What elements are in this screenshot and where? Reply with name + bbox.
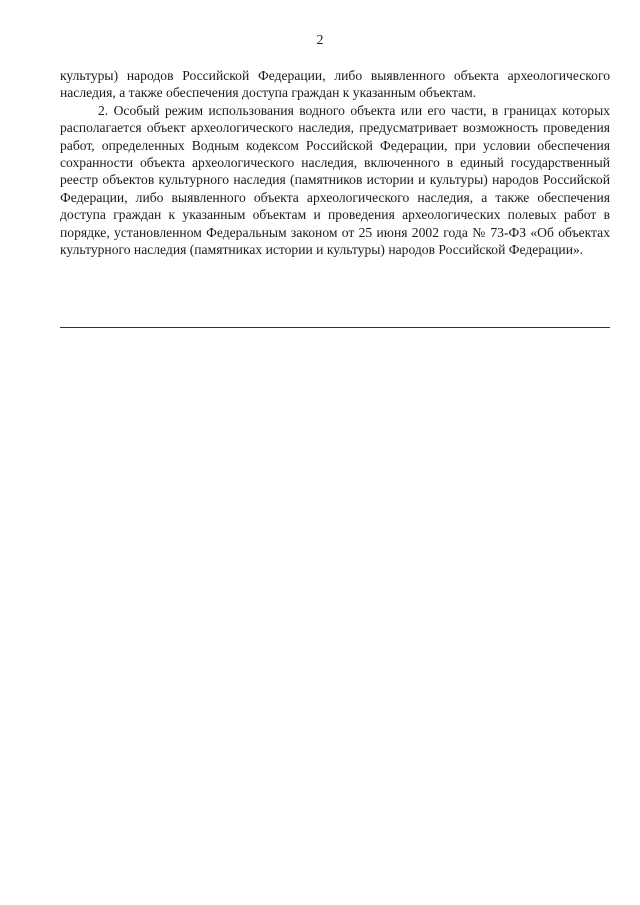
paragraph-item-2: 2. Особый режим использования водного объекта или его части, в границах которых располагается объект археологического наследия, предусматривает возможность проведения работ, определенных Водным кодексом Российской Федерации, при условии обеспечения сохранности объекта археологического наследия, включенного в единый государственный реестр объектов культурного наследия (памятников истории и культуры) народов Российской Федерации, либо выявленного объекта археологического наследия, а также обеспечения доступа граждан к указанным объектам и проведения археологических полевых работ в порядке, установленном Федеральным законом от 25 июня 2002 года № 73-ФЗ «Об объектах культурного наследия (памятниках истории и культуры) народов Российской Федерации». [60, 102, 610, 258]
paragraph-continuation: культуры) народов Российской Федерации, либо выявленного объекта археологического наследия, а также обеспечения доступа граждан к указанным объектам. [60, 68, 610, 101]
document-body [60, 67, 610, 258]
end-separator-line [60, 327, 610, 328]
page-number: 2 [316, 33, 324, 48]
